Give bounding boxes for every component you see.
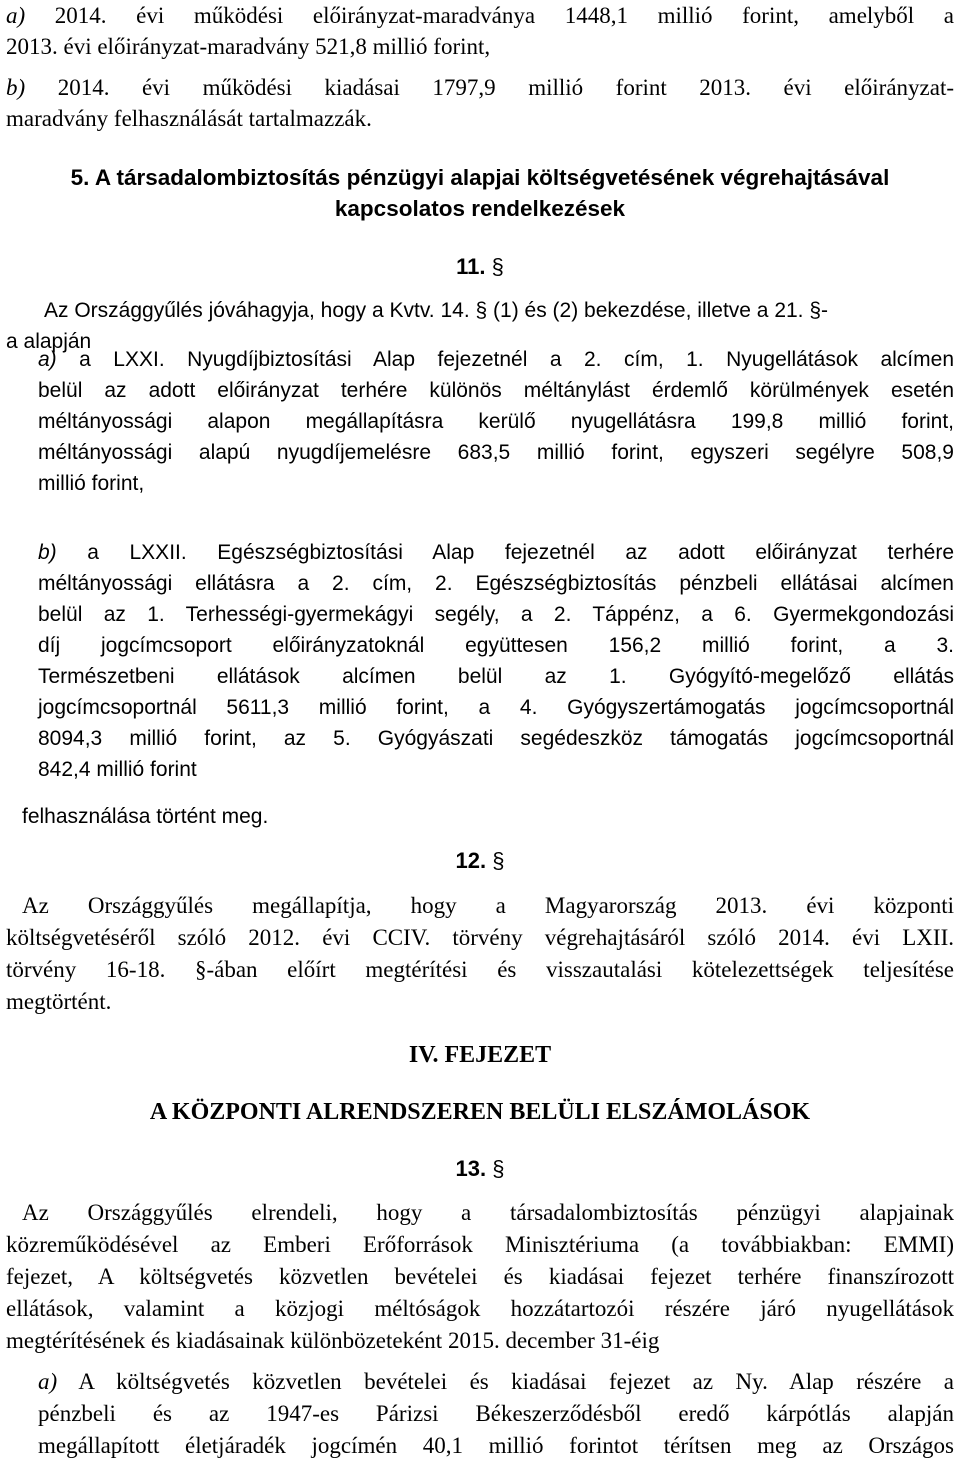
paragraph-body: Az Országgyűlés megállapítja, hogy a Magyarország 2013. évi központi költségvetéséről szóló 2012. évi CCIV. törvény végrehajtásáról szóló 2014. évi LXII. törvény 16-18. §-ában előírt megtérítési és visszautalási kötelezettségek teljesítése megtörtént. [6, 893, 954, 1014]
paragraph-intro: Az Országgyűlés jóváhagyja, hogy a Kvtv. 14. § (1) és (2) bekezdése, illetve a 21. §- a alapján [6, 299, 829, 353]
paragraph-number: 13. § [455, 1156, 505, 1181]
chapter-subtitle: A KÖZPONTI ALRENDSZEREN BELÜLI ELSZÁMOLÁSOK [149, 1099, 811, 1125]
list-letter: a) [6, 3, 26, 28]
section-sign: § [492, 848, 505, 873]
section-heading: 5. A társadalombiztosítás pénzügyi alapjai költségvetésének végrehajtásával kapcsolatos rendelkezések [70, 165, 890, 221]
list-item-a: a) a LXXI. Nyugdíjbiztosítási Alap fejezetnél a 2. cím, 1. Nyugellátások alcímen belül az adott előirányzat terhére különös méltánylást érdemlő körülmények esetén méltányossági alapon megállapításra kerülő nyugellátásra 199,8 millió forint, méltányossági alapú nyugdíjemelésre 683,5 millió forint, egyszeri segélyre 508,9 millió forint, [38, 348, 954, 495]
section-sign: § [492, 1156, 505, 1181]
list-letter: a) [38, 1369, 58, 1394]
list-letter: b) [6, 75, 26, 100]
list-item-b-top: b) 2014. évi működési kiadásai 1797,9 millió forint 2013. évi előirányzat- maradvány felhasználását tartalmazzák. [6, 75, 954, 131]
section-sign: § [491, 254, 504, 279]
paragraph-number: 11. § [456, 254, 504, 279]
paragraph-body: Az Országgyűlés elrendeli, hogy a társadalombiztosítás pénzügyi alapjainak közreműködésével az Emberi Erőforrások Minisztériuma (a továbbiakban: EMMI) fejezet, A költségvetés közvetlen bevételei és kiadásai fejezet terhére finanszírozott ellátások, valamint a közjogi méltóságok hozzátartozói részére járó nyugellátások megtérítésének és kiadásainak különbözeteként 2015. december 31-éig [6, 1200, 954, 1353]
paragraph-closing: felhasználása történt meg. [22, 805, 269, 828]
list-letter: b) [38, 541, 57, 564]
list-letter: a) [38, 348, 57, 371]
list-item-a-top: a) 2014. évi működési előirányzat-maradványa 1448,1 millió forint, amelyből a 2013. évi előirányzat-maradvány 521,8 millió forint, [6, 3, 954, 59]
paragraph-number: 12. § [455, 848, 505, 873]
list-item-a: a) A költségvetés közvetlen bevételei és kiadásai fejezet az Ny. Alap részére a pénzbeli és az 1947-es Párizsi Békeszerződésből eredő kárpótlás alapján megállapított életjáradék jogcímén 40,1 millió forintot térítsen meg az Országos [38, 1369, 954, 1458]
chapter-title: IV. FEJEZET [408, 1042, 552, 1068]
list-item-b: b) a LXXII. Egészségbiztosítási Alap fejezetnél az adott előirányzat terhére méltányossági ellátásra a 2. cím, 2. Egészségbiztosítás pénzbeli ellátásai alcímen belül az 1. Terhességi-gyermekágyi segély, a 2. Táppénz, a 6. Gyermekgondozási díj jogcímcsoport előirányzatoknál együttesen 156,2 millió forint, a 3. Természetbeni ellátások alcímen belül az 1. Gyógyító-megelőző ellátás jogcímcsoportnál 5611,3 millió forint, a 4. Gyógyszertámogatás jogcímcsoportnál 8094,3 millió forint, az 5. Gyógyászati segédeszköz támogatás jogcímcsoportnál 842,4 millió forint [38, 541, 954, 781]
